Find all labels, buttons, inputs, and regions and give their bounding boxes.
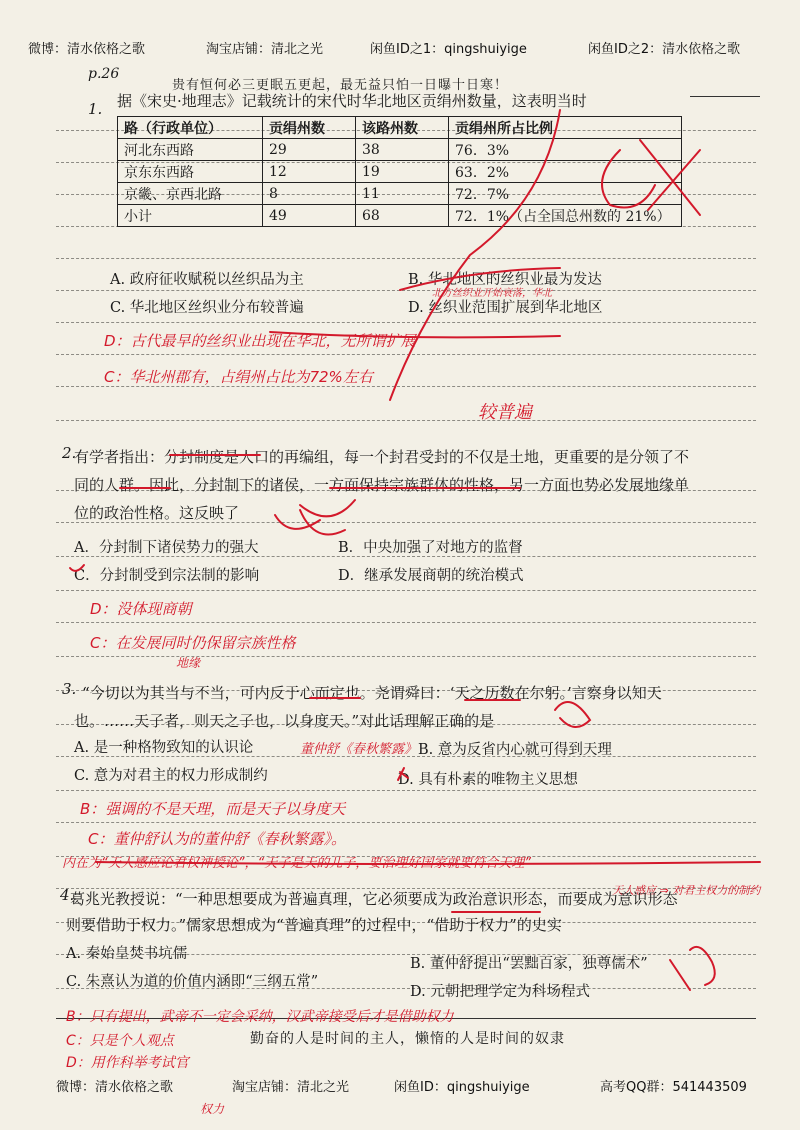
divider [690, 96, 760, 97]
table-header: 贡绢州数 [263, 117, 356, 139]
q1-option-a: A. 政府征收赋税以丝织品为主 [110, 272, 304, 288]
q3-note-source: 董仲舒《春秋繁露》 [300, 742, 418, 757]
header-taobao: 淘宝店铺：清北之光 [206, 42, 324, 57]
q1-option-b: B. 华北地区的丝织业最为发达 [408, 272, 602, 288]
q4-option-a: A. 秦始皇焚书坑儒 [66, 946, 188, 962]
question-2-number: 2. [62, 444, 77, 462]
table-cell: 29 [263, 139, 356, 161]
q3-option-d: D. 具有朴素的唯物主义思想 [398, 772, 578, 788]
question-4-stem-line-1: 葛兆光教授说：“一种思想要成为普遍真理，它必须要成为政治意识形态，而要成为意识形态 [70, 890, 678, 908]
q4-note-b: B：只有提出，武帝不一定会采纳，汉武帝接受后才是借助权力 [66, 1009, 454, 1025]
q2-option-a: A．分封制下诸侯势力的强大 [74, 540, 259, 556]
q1-note-b: 北方丝织业开始衰落，华北 [432, 288, 552, 299]
ruled-line [56, 822, 756, 823]
q1-note-d: D：古代最早的丝织业出现在华北，无所谓扩展 [104, 332, 416, 350]
ruled-line [56, 622, 756, 623]
table-cell: 72．7% [449, 183, 682, 205]
table-cell: 68 [356, 205, 449, 227]
ruled-line [56, 322, 756, 323]
table-cell: 11 [356, 183, 449, 205]
q3-option-c: C. 意为对君主的权力形成制约 [74, 768, 268, 784]
q4-option-c: C. 朱熹认为道的价值内涵即“三纲五常” [66, 974, 319, 990]
q4-note-small: 权力 [200, 1102, 225, 1116]
table-cell: 小计 [118, 205, 263, 227]
q3-note-arrow: 天人感应 ⇒ 对君主权力的制约 [612, 884, 761, 897]
q2-note-small: 地缘 [176, 656, 201, 670]
table-header-row [118, 117, 682, 139]
table-cell: 京东东西路 [118, 161, 263, 183]
q3-option-a: A. 是一种格物致知的认识论 [74, 740, 254, 756]
q2-option-d: D．继承发展商朝的统治模式 [338, 568, 524, 584]
table-row [118, 205, 682, 227]
table-cell: 76．3% [449, 139, 682, 161]
q1-option-c: C. 华北地区丝织业分布较普遍 [110, 300, 304, 316]
q2-note-d: D：没体现商朝 [90, 600, 192, 618]
question-2-stem-line-3: 位的政治性格。这反映了 [74, 504, 240, 522]
ruled-line [56, 590, 756, 591]
q3-note-b: B：强调的不是天理，而是天子以身度天 [80, 800, 346, 818]
question-4-number: 4. [60, 886, 75, 904]
q2-note-c: C：在发展同时仍保留宗族性格 [90, 634, 296, 652]
q1-option-d: D. 丝织业范围扩展到华北地区 [408, 300, 603, 316]
table-cell: 63．2% [449, 161, 682, 183]
question-3-stem-line-1: “今切以为其当与不当，可内反于心而定也。尧谓舜曰：‘天之历数在尔躬。’言察身以知天 [82, 684, 662, 702]
q3-note-inner: 内在为“天人感应论君权神授论”，“天子是天的儿子，要治理好国家就要符合天理” [62, 856, 531, 871]
table-row [118, 139, 682, 161]
footer-xianyu: 闲鱼ID：qingshuiyige [394, 1080, 530, 1095]
footer-weibo: 微博：清水依格之歌 [56, 1080, 174, 1095]
question-4-stem-line-2: 则要借助于权力。”儒家思想成为“普遍真理”的过程中，“借助于权力”的史实 [66, 916, 562, 934]
tribute-silk-table [117, 116, 682, 227]
table-cell: 河北东西路 [118, 139, 263, 161]
header-xianyu-1: 闲鱼ID之1：qingshuiyige [370, 42, 527, 57]
question-1-number: 1. [88, 100, 103, 118]
ruled-line [56, 258, 756, 259]
q3-option-b: B. 意为反省内心就可得到天理 [418, 742, 612, 758]
motto-bottom: 勤奋的人是时间的主人，懒惰的人是时间的奴隶 [250, 1031, 565, 1047]
table-cell: 12 [263, 161, 356, 183]
q2-option-c: C．分封制受到宗法制的影响 [74, 568, 260, 584]
question-2-stem-line-2: 同的人群。因此，分封制下的诸侯，一方面保持宗族群体的性格，另一方面也势必发展地缘单 [74, 476, 690, 494]
ruled-line [56, 354, 756, 355]
table-cell: 京畿、京西北路 [118, 183, 263, 205]
table-header: 路（行政单位） [118, 117, 263, 139]
q1-note-c: C：华北州郡有，占绢州占比为72%左右 [104, 368, 373, 386]
table-header: 贡绢州所占比例 [449, 117, 682, 139]
table-row [118, 161, 682, 183]
ruled-line [56, 790, 756, 791]
table-cell: 72．1%（占全国总州数的 21%） [449, 205, 682, 227]
table-cell: 38 [356, 139, 449, 161]
question-2-stem-line-1: 有学者指出：分封制度是人口的再编组，每一个封君受封的不仅是土地，更重要的是分领了不 [74, 448, 690, 466]
question-1-stem: 据《宋史·地理志》记载统计的宋代时华北地区贡绢州数量，这表明当时 [117, 92, 587, 110]
q4-option-b: B. 董仲舒提出“罢黜百家，独尊儒术” [410, 956, 648, 972]
q4-answer-mark [690, 947, 715, 985]
q2-answer-mark [275, 500, 355, 529]
table-cell: 49 [263, 205, 356, 227]
question-3-stem-line-2: 也。……天子者，则天之子也，以身度天。”对此话理解正确的是 [74, 712, 495, 730]
header-weibo: 微博：清水依格之歌 [28, 42, 146, 57]
page-number: p.26 [88, 66, 120, 82]
header-xianyu-2: 闲鱼ID之2：清水依格之歌 [588, 42, 741, 57]
table-cell: 19 [356, 161, 449, 183]
ruled-line [56, 290, 756, 291]
footer-qq: 高考QQ群：541443509 [600, 1080, 747, 1095]
q3-note-c: C：董仲舒认为的董仲舒《春秋繁露》。 [88, 830, 346, 848]
q4-note-c: C：只是个人观点 [66, 1033, 174, 1049]
table-cell: 8 [263, 183, 356, 205]
footer-taobao: 淘宝店铺：清北之光 [232, 1080, 350, 1095]
q2-option-b: B．中央加强了对地方的监督 [338, 540, 523, 556]
q4-cross [670, 960, 690, 990]
q4-option-d: D. 元朝把理学定为科场程式 [410, 984, 590, 1000]
q4-note-d: D：用作科举考试官 [66, 1055, 189, 1071]
ruled-line [56, 420, 756, 421]
table-header: 该路州数 [356, 117, 449, 139]
table-row [118, 183, 682, 205]
question-3-number: 3. [62, 680, 77, 698]
q1-note-keyword: 较普遍 [478, 402, 532, 423]
ruled-line [56, 656, 756, 657]
motto-top: 贵有恒何必三更眠五更起，最无益只怕一日曝十日寒！ [172, 78, 509, 93]
